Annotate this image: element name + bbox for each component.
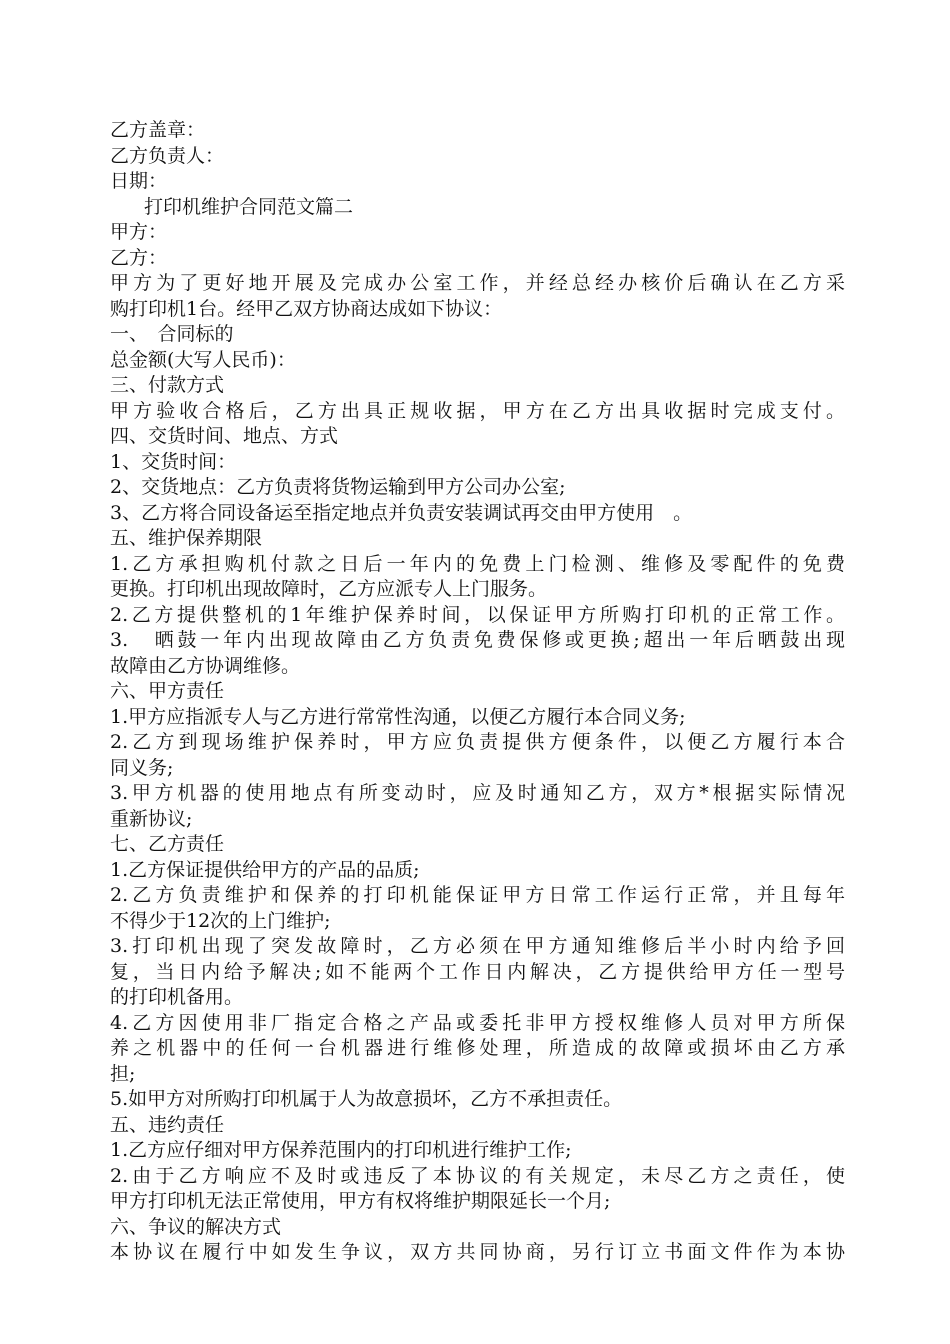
party-b-label: 乙方： [110, 246, 168, 269]
text-line: 担; [110, 1062, 136, 1085]
text-line: 5.如甲方对所购打印机属于人为故意损坏，乙方不承担责任。 [110, 1088, 623, 1110]
heading-line: 五、违约责任 [110, 1113, 225, 1136]
text-line: 3.甲方机器的使用地点有所变动时，应及时通知乙方，双方*根据实际情况 [110, 782, 845, 804]
text-line: 1.甲方应指派专人与乙方进行常常性沟通，以便乙方履行本合同义务; [110, 705, 686, 728]
text-line: 同义务; [110, 756, 174, 779]
stamp-label: 乙方盖章： [110, 119, 206, 141]
text-line: 复，当日内给予解决;如不能两个工作日内解决，乙方提供给甲方任一型号 [110, 960, 845, 983]
text-line: 2.乙方到现场维护保养时，甲方应负责提供方便条件，以便乙方履行本合 [110, 731, 845, 753]
text-line: 甲方验收合格后，乙方出具正规收据，甲方在乙方出具收据时完成支付。 [110, 399, 845, 422]
document-page [110, 118, 845, 1266]
text-line: 甲方为了更好地开展及完成办公室工作，并经总经办核价后确认在乙方采 [110, 272, 845, 294]
text-line: 1.乙方应仔细对甲方保养范围内的打印机进行维护工作; [110, 1139, 572, 1161]
party-a-label: 甲方： [110, 221, 168, 243]
text-line: 3、乙方将合同设备运至指定地点并负责安装调试再交由甲方使用 。 [110, 501, 693, 524]
text-line: 3. 晒鼓一年内出现故障由乙方负责免费保修或更换;超出一年后晒鼓出现 [110, 629, 845, 651]
text-line: 2.乙方提供整机的1年维护保养时间，以保证甲方所购打印机的正常工作。 [110, 603, 845, 626]
heading-line: 一、 合同标的 [110, 323, 234, 345]
text-line: 更换。打印机出现故障时，乙方应派专人上门服务。 [110, 578, 548, 600]
heading-line: 七、乙方责任 [110, 833, 225, 855]
heading-line: 六、争议的解决方式 [110, 1215, 282, 1238]
text-line: 甲方打印机无法正常使用，甲方有权将维护期限延长一个月; [110, 1190, 611, 1212]
text-line: 不得少于12次的上门维护; [110, 909, 331, 932]
text-line: 的打印机备用。 [110, 986, 244, 1008]
text-line: 2、交货地点：乙方负责将货物运输到甲方公司办公室; [110, 476, 566, 498]
text-line: 购打印机1台。经甲乙双方协商达成如下协议： [110, 297, 503, 320]
heading-line: 四、交货时间、地点、方式 [110, 425, 339, 447]
text-line: 重新协议; [110, 807, 193, 830]
text-line: 本协议在履行中如发生争议，双方共同协商，另行订立书面文件作为本协 [110, 1241, 845, 1263]
text-line: 养之机器中的任何一台机器进行维修处理，所造成的故障或损坏由乙方承 [110, 1037, 845, 1059]
responsible-person-label: 乙方负责人： [110, 144, 225, 167]
text-line: 1、交货时间： [110, 450, 237, 473]
text-line: 1.乙方承担购机付款之日后一年内的免费上门检测、维修及零配件的免费 [110, 552, 845, 575]
heading-line: 三、付款方式 [110, 374, 225, 396]
heading-line: 六、甲方责任 [110, 680, 225, 702]
heading-line: 五、维护保养期限 [110, 527, 263, 549]
text-line: 2.乙方负责维护和保养的打印机能保证甲方日常工作运行正常，并且每年 [110, 884, 845, 906]
text-line: 4.乙方因使用非厂指定合格之产品或委托非甲方授权维修人员对甲方所保 [110, 1011, 845, 1034]
text-line: 故障由乙方协调维修。 [110, 654, 301, 677]
text-line: 2.由于乙方响应不及时或违反了本协议的有关规定，未尽乙方之责任，使 [110, 1164, 845, 1187]
section-title: 打印机维护合同范文篇二 [144, 195, 354, 218]
text-line: 1.乙方保证提供给甲方的产品的品质; [110, 858, 420, 881]
text-line: 3.打印机出现了突发故障时，乙方必须在甲方通知维修后半小时内给予回 [110, 935, 845, 957]
date-label: 日期： [110, 170, 168, 192]
text-line: 总金额(大写人民币)： [110, 348, 296, 371]
